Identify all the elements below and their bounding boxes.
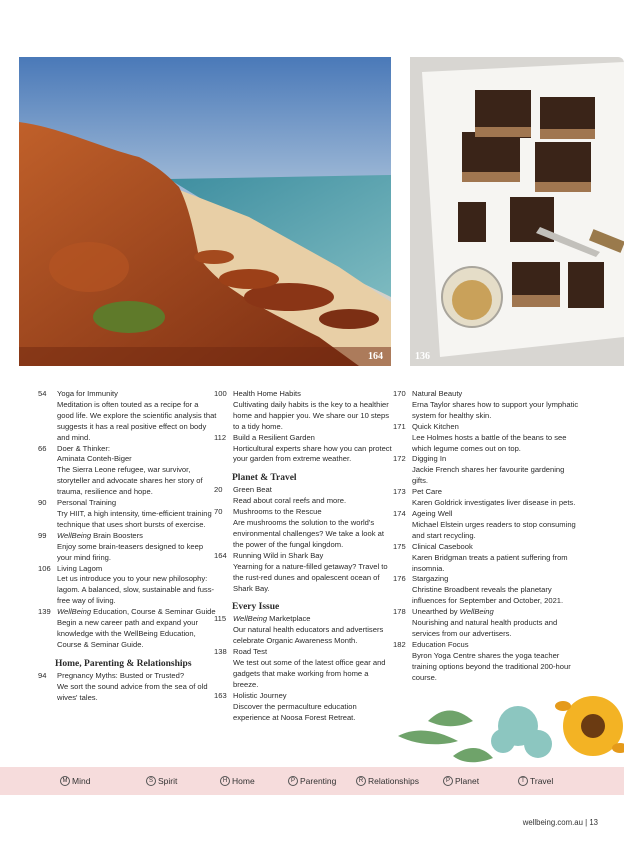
category-label: Home xyxy=(232,776,255,786)
contents-entry[interactable] xyxy=(38,443,217,499)
contents-entry[interactable] xyxy=(393,487,582,509)
page-number: 171 xyxy=(393,421,406,431)
entry-title-brand: WellBeing xyxy=(57,607,92,617)
page-number: 70 xyxy=(214,507,223,517)
entry-description: The Sierra Leone refugee, war survivor, storyteller and advocate shares her story of trauma, resilience and hope. xyxy=(57,465,203,497)
category-label: Spirit xyxy=(158,776,178,786)
site-url[interactable]: wellbeing.com.au xyxy=(522,818,583,827)
entry-title: Personal Training xyxy=(57,498,117,508)
page-number: 164 xyxy=(214,550,227,560)
page-number: 178 xyxy=(393,607,406,617)
entry-description: Begin a new career path and expand your knowledge with the WellBeing Education, Course & Seminar Guide. xyxy=(57,618,199,649)
entry-description: Jackie French shares her favourite gardening gifts. xyxy=(412,465,565,486)
category-home xyxy=(220,776,255,786)
page-number: 94 xyxy=(38,670,47,680)
page-number: 182 xyxy=(393,639,406,649)
contents-entry[interactable] xyxy=(214,485,393,507)
entry-description: Karen Goldrick investigates liver disease in pets. xyxy=(412,498,576,508)
entry-description: We sort the sound advice from the sea of old wives' tales. xyxy=(57,681,208,702)
contents-entry[interactable] xyxy=(38,530,217,564)
entry-title: Marketplace xyxy=(267,614,311,624)
entry-title-line-2: Aminata Conteh-Biger xyxy=(57,454,132,464)
entry-description: Lee Holmes hosts a battle of the beans to see which legume comes out on top. xyxy=(412,432,567,453)
entry-title: Unearthed by xyxy=(412,607,460,617)
entry-title: Road Test xyxy=(233,647,268,657)
contents-entry[interactable] xyxy=(393,508,582,542)
entry-description: Erna Taylor shares how to support your lymphatic system for healthy skin. xyxy=(412,399,579,420)
contents-column-2 xyxy=(214,389,393,723)
entry-description: Enjoy some brain-teasers designed to keep your mind firing. xyxy=(57,541,204,562)
category-label: Relationships xyxy=(368,776,420,786)
entry-description: Nourishing and natural health products and services from our advertisers. xyxy=(412,618,558,638)
footer-divider: | xyxy=(585,818,588,827)
entry-title: Health Home Habits xyxy=(233,389,301,398)
section-heading: Home, Parenting & Relationships xyxy=(55,658,192,669)
travel-icon: T xyxy=(518,776,528,786)
flower-decoration xyxy=(398,686,624,768)
contents-entry[interactable] xyxy=(393,607,582,640)
contents-entry[interactable] xyxy=(393,421,582,455)
category-label: Parenting xyxy=(300,776,337,786)
page-number: 106 xyxy=(38,563,51,573)
entry-title: Education, Course & Seminar Guide xyxy=(91,607,216,617)
entry-title: Pregnancy Myths: Busted or Trusted? xyxy=(57,670,185,680)
category-label: Travel xyxy=(530,776,554,786)
spirit-icon: S xyxy=(146,776,156,786)
contents-entry[interactable] xyxy=(38,670,217,704)
entry-title: Build a Resilient Garden xyxy=(233,432,315,442)
page-number: 163 xyxy=(214,690,227,700)
contents-entry[interactable] xyxy=(214,614,393,647)
planet-icon: P xyxy=(443,776,453,786)
entry-title-brand: WellBeing xyxy=(459,607,494,617)
page-number: 139 xyxy=(38,607,51,617)
entry-description: Karen Bridgman treats a patient suffering from insomnia. xyxy=(412,552,568,573)
entry-title: Brain Boosters xyxy=(91,530,143,540)
entry-description: Try HIIT, a high intensity, time-efficient training technique that uses short bursts of exercise. xyxy=(57,508,212,529)
entry-title: Green Beat xyxy=(233,485,272,495)
beach-illustration xyxy=(19,57,391,366)
category-relationships xyxy=(356,776,419,786)
entry-title: Stargazing xyxy=(412,574,449,584)
page-footer xyxy=(523,818,598,827)
page-number: 174 xyxy=(393,508,406,518)
contents-entry[interactable] xyxy=(214,432,393,466)
entry-title: Running Wild in Shark Bay xyxy=(233,550,324,560)
entry-title: Holistic Journey xyxy=(233,690,287,700)
page-number: 115 xyxy=(214,614,227,624)
contents-entry[interactable] xyxy=(214,389,393,433)
category-label: Mind xyxy=(72,776,91,786)
parenting-icon: P xyxy=(288,776,298,786)
page-number: 54 xyxy=(38,389,47,398)
entry-title: Quick Kitchen xyxy=(412,421,459,431)
category-travel xyxy=(518,776,553,786)
page-number: 170 xyxy=(393,389,406,398)
entry-description: Discover the permaculture education experience at Noosa Forest Retreat. xyxy=(233,701,357,722)
home-icon: H xyxy=(220,776,230,786)
page-number: 99 xyxy=(38,530,47,540)
entry-description: Let us introduce you to your new philosophy: lagom. A balanced, slow, sustainable and fuss-free way of living. xyxy=(57,574,215,606)
contents-column-3 xyxy=(393,389,582,683)
category-label: Planet xyxy=(455,776,480,786)
folio-number: 13 xyxy=(589,818,598,827)
entry-description: We test out some of the latest office gear and gadgets that make working from home a breeze. xyxy=(233,658,386,689)
page-number: 173 xyxy=(393,487,406,497)
category-mind xyxy=(60,776,90,786)
page-number: 172 xyxy=(393,454,406,464)
section-heading: Planet & Travel xyxy=(232,473,297,484)
entry-title: Clinical Casebook xyxy=(412,541,473,551)
contents-entry[interactable] xyxy=(393,541,582,575)
entry-description: Cultivating daily habits is the key to a healthier home and happier you. We share our 10 steps to a tidy home. xyxy=(233,399,390,431)
relationships-icon: R xyxy=(356,776,366,786)
contents-entry[interactable] xyxy=(393,639,582,684)
entry-title: Mushrooms to the Rescue xyxy=(233,507,322,517)
entry-description: Michael Elstein urges readers to stop consuming and start recycling. xyxy=(412,519,576,540)
page-number: 100 xyxy=(214,389,227,398)
page-number: 112 xyxy=(214,432,227,442)
shark-bay-photo xyxy=(19,57,391,366)
contents-entry[interactable] xyxy=(393,389,582,422)
entry-description: Horticultural experts share how you can protect your garden from extreme weather. xyxy=(233,443,392,464)
contents-entry[interactable] xyxy=(214,690,393,724)
entry-title: Doer & Thinker: xyxy=(57,443,111,453)
entry-description: Our natural health educators and advertisers celebrate Organic Awareness Month. xyxy=(233,625,384,646)
entry-title: Digging In xyxy=(412,454,447,464)
page-number: 138 xyxy=(214,647,227,657)
entry-title: Yoga for Immunity xyxy=(57,389,118,398)
page-reference: 136 xyxy=(415,351,430,362)
entry-title: Living Lagom xyxy=(57,563,103,573)
contents-entry[interactable] xyxy=(214,507,393,551)
page-number: 66 xyxy=(38,443,47,453)
category-planet xyxy=(443,776,479,786)
section-heading: Every Issue xyxy=(232,602,280,613)
entry-title-brand: WellBeing xyxy=(233,614,268,624)
entry-title: Education Focus xyxy=(412,639,469,649)
page-number: 20 xyxy=(214,485,223,495)
contents-entry[interactable] xyxy=(393,574,582,607)
entry-description: Byron Yoga Centre shares the yoga teacher training options beyond the traditional 200-hour course. xyxy=(412,650,571,682)
entry-title: Ageing Well xyxy=(412,508,453,518)
chocolate-slice-photo xyxy=(410,57,624,366)
contents-entry[interactable] xyxy=(393,454,582,487)
category-legend-bar xyxy=(0,767,624,795)
mind-icon: M xyxy=(60,776,70,786)
contents-entry[interactable] xyxy=(214,647,393,691)
slice-illustration xyxy=(410,57,624,366)
contents-entry[interactable] xyxy=(214,550,393,595)
entry-description: Yearning for a nature-filled getaway? Travel to the rust-red dunes and opalescent ocean of Shark Bay. xyxy=(233,561,388,593)
entry-description: Are mushrooms the solution to the world's environmental challenges? We take a look at the power of the fungal kingdom. xyxy=(233,518,384,549)
entry-description: Read about coral reefs and more. xyxy=(233,496,347,506)
category-parenting xyxy=(288,776,336,786)
entry-title-brand: WellBeing xyxy=(57,530,92,540)
entry-title: Pet Care xyxy=(412,487,442,497)
category-spirit xyxy=(146,776,177,786)
entry-description: Meditation is often touted as a recipe for a good life. We explore the scientific analysis that suggests it has a real positive effect on body and mind. xyxy=(57,399,217,442)
contents-entry[interactable] xyxy=(38,389,217,444)
entry-description: Christine Broadbent reveals the planetary influences for September and October, 2021. xyxy=(412,585,564,606)
contents-entry[interactable] xyxy=(38,607,217,651)
page-number: 175 xyxy=(393,541,406,551)
contents-entry[interactable] xyxy=(38,563,217,608)
page-number: 90 xyxy=(38,498,47,508)
contents-entry[interactable] xyxy=(38,498,217,531)
page-reference: 164 xyxy=(368,351,383,362)
page-number: 176 xyxy=(393,574,406,584)
contents-column-1 xyxy=(38,389,217,703)
entry-title: Natural Beauty xyxy=(412,389,463,398)
